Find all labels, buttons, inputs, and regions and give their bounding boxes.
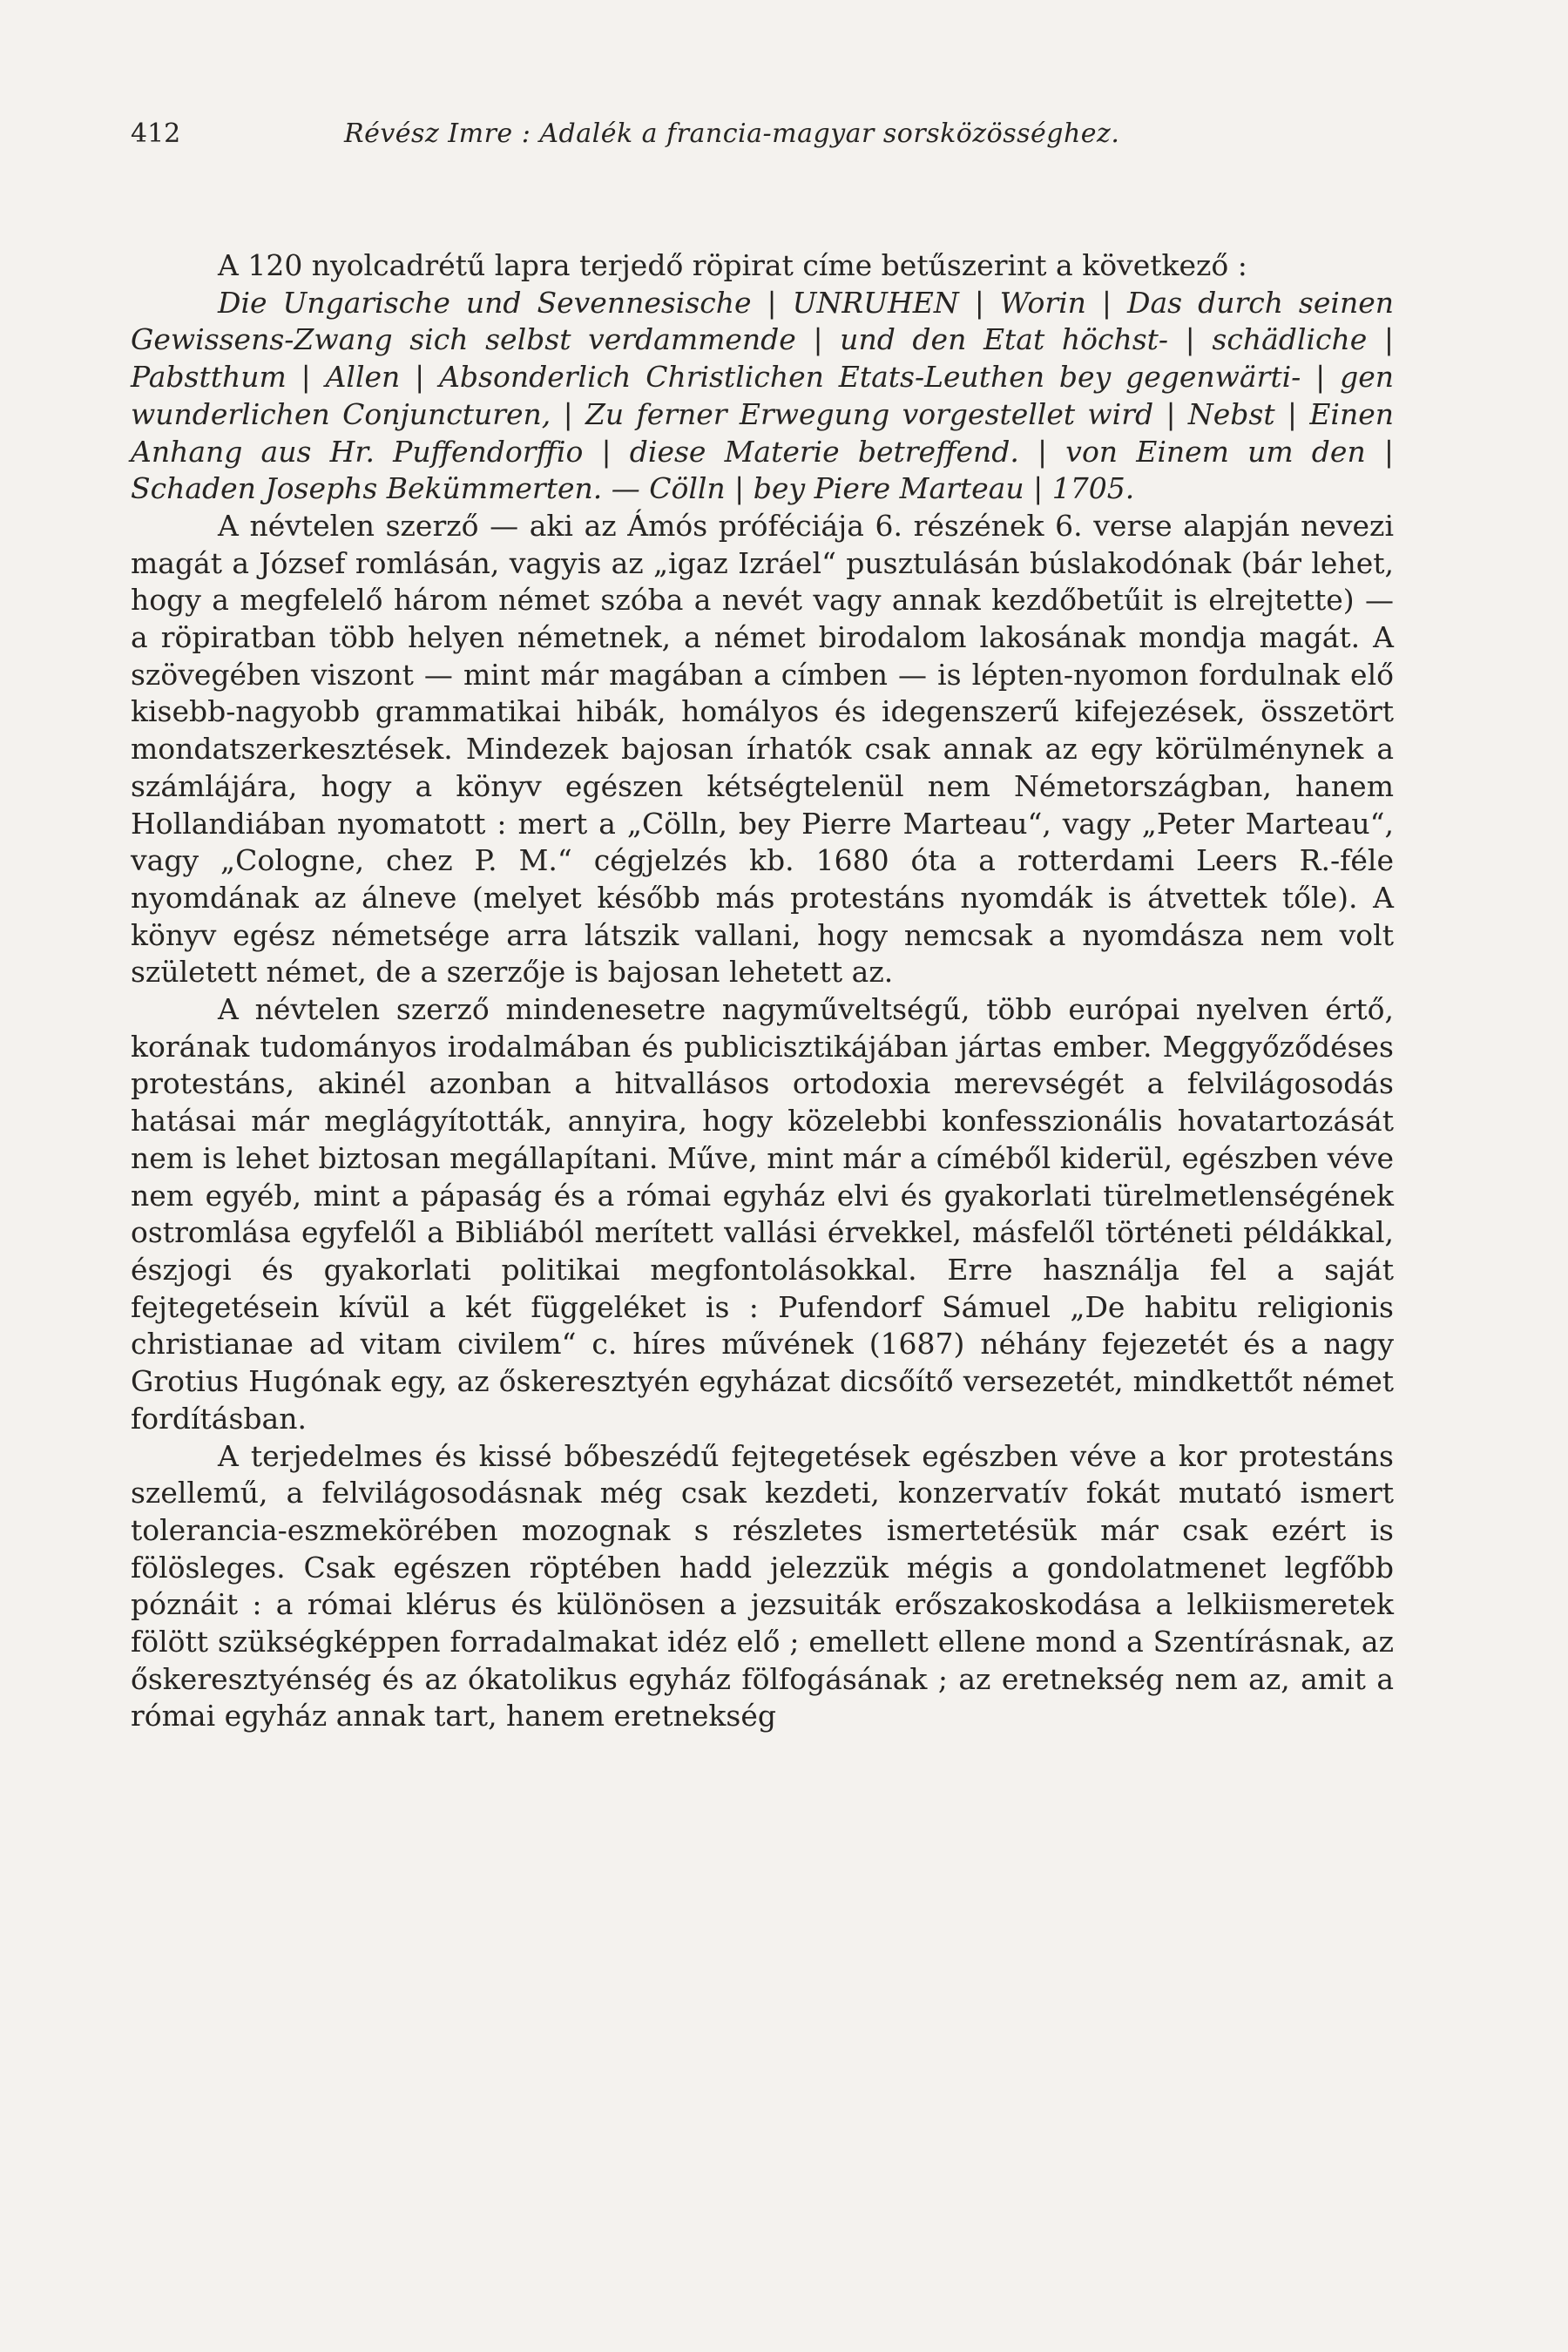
- document-page: [131, 112, 1394, 2307]
- running-title: Révész Imre : Adalék a francia-magyar sorsközösséghez.: [344, 118, 1120, 149]
- running-head: [131, 112, 1394, 157]
- paragraph-intro: A 120 nyolcadrétű lapra terjedő röpirat címe betűszerint a következő :: [218, 248, 1247, 282]
- paragraph-argument-summary: A terjedelmes és kissé bőbeszédű fejtegetések egészben véve a kor protestáns szellemű, a felvilágosodásnak még csak kezdeti, konzervatív fokát mutató ismert tolerancia-eszmekörében mozognak s részletes ismertetésük már csak ezért is fölösleges. Csak egészen röptében hadd jelezzük mégis a gondolatmenet legfőbb póznáit : a római klérus és különösen a jezsuiták erőszakoskodása a lelkiismeretek fölött szükségképpen forradalmakat idéz elő ; emellett ellene mond a Szentírásnak, az őskeresztyénség és az ókatolikus egyház fölfogásának ; az eretnekség nem az, amit a római egyház annak tart, hanem eretnekség: [131, 1438, 1394, 1734]
- page-number: 412: [131, 118, 181, 149]
- body-text: [131, 247, 1394, 1735]
- paragraph-anonymous-author: A névtelen szerző — aki az Ámós próféciája 6. részének 6. verse alapján nevezi magát a József romlásán, vagyis az „igaz Izráel“ pusztulásán búslakodónak (bár lehet, hogy a megfelelő három német szóba a nevét vagy annak kezdőbetűit is elrejtette) — a röpiratban több helyen németnek, a német birodalom lakosának mondja magát. A szövegében viszont — mint már magában a címben — is lépten-nyomon fordulnak elő kisebb-nagyobb grammatikai hibák, homályos és idegenszerű kifejezések, összetört mondatszerkesztések. Mindezek bajosan írhatók csak annak az egy körülménynek a számlájára, hogy a könyv egészen kétségtelenül nem Németországban, hanem Hollandiában nyomatott : mert a „Cölln, bey Pierre Marteau“, vagy „Peter Marteau“, vagy „Cologne, chez P. M.“ cégjelzés kb. 1680 óta a rotterdami Leers R.-féle nyomdának az álneve (melyet később más protestáns nyomdák is átvettek tőle). A könyv egész németsége arra látszik vallani, hogy nemcsak a nyomdásza nem volt született német, de a szerzője is bajosan lehetett az.: [131, 508, 1394, 990]
- book-title-citation: Die Ungarische und Sevennesische | UNRUHEN | Worin | Das durch seinen Gewissens-Zwang sich selbst verdammende | und den Etat höchst- | schädliche | Pabstthum | Allen | Absonderlich Christlichen Etats-Leuthen bey gegenwärti- | gen wunderlichen Conjuncturen, | Zu ferner Erwegung vorgestellet wird | Nebst | Einen Anhang aus Hr. Puffendorffio | diese Materie betreffend. | von Einem um den | Schaden Josephs Bekümmerten. — Cölln | bey Piere Marteau | 1705.: [131, 285, 1394, 506]
- paragraph-author-erudition: A névtelen szerző mindenesetre nagyműveltségű, több európai nyelven értő, korának tudományos irodalmában és publicisztikájában jártas ember. Meggyőződéses protestáns, akinél azonban a hitvallásos ortodoxia merevségét a felvilágosodás hatásai már meglágyították, annyira, hogy közelebbi konfesszionális hovatartozását nem is lehet biztosan megállapítani. Műve, mint már a címéből kiderül, egészben véve nem egyéb, mint a pápaság és a római egyház elvi és gyakorlati türelmetlenségének ostromlása egyfelől a Bibliából merített vallási érvekkel, másfelől történeti példákkal, észjogi és gyakorlati politikai megfontolásokkal. Erre használja fel a saját fejtegetésein kívül a két függeléket is : Pufendorf Sámuel „De habitu religionis christianae ad vitam civilem“ c. híres művének (1687) néhány fejezetét és a nagy Grotius Hugónak egy, az őskeresztyén egyházat dicsőítő versezetét, mindkettőt német fordításban.: [131, 992, 1394, 1436]
